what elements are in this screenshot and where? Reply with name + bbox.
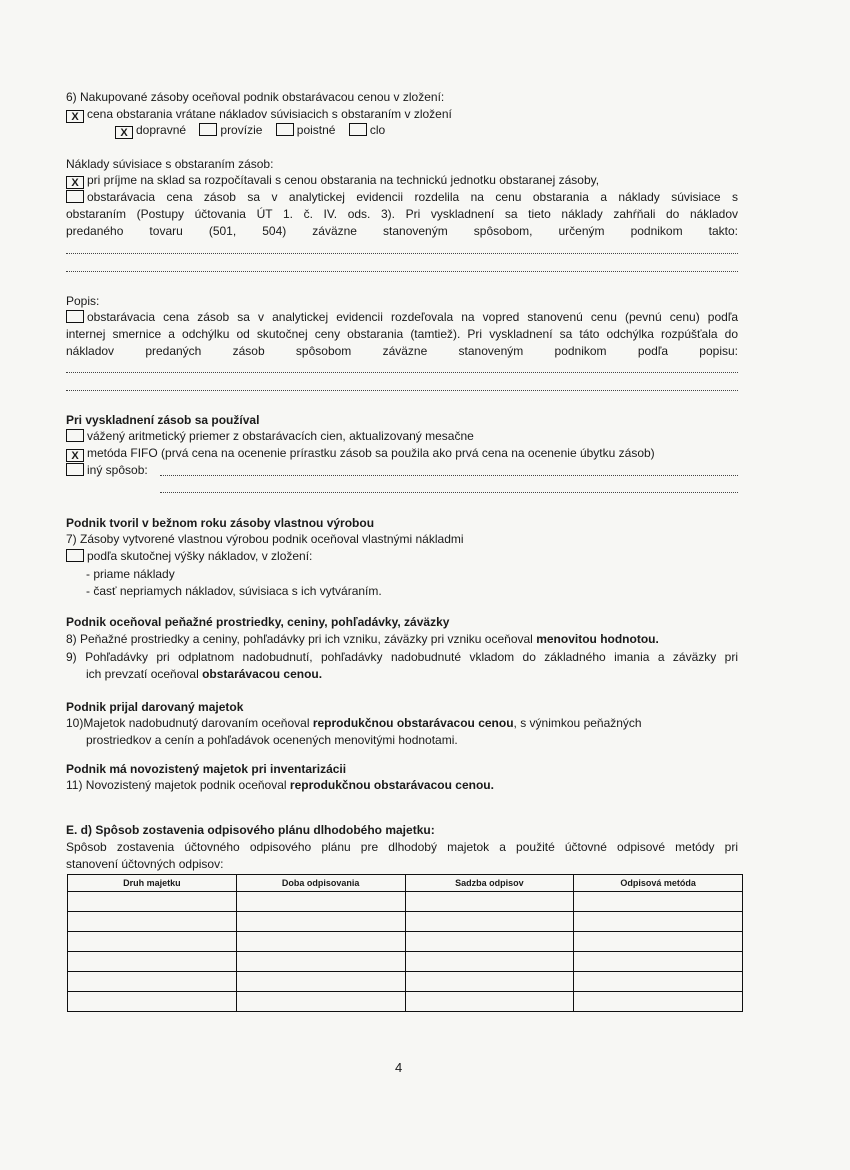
col-doba-odpisovania: Doba odpisovania xyxy=(236,875,405,892)
vysklad-heading: Pri vyskladnení zásob sa používal xyxy=(66,413,260,427)
table-cell[interactable] xyxy=(405,972,574,992)
s6-option-cena-label: cena obstarania vrátane nákladov súvisiacich s obstaraním v zložení xyxy=(87,107,452,121)
vyroba-sub-2: - časť nepriamych nákladov, súvisiaca s ich vytváraním. xyxy=(86,584,382,598)
darovany-item-10-line2: prostriedkov a cenín a pohľadávok ocenených menovitými hodnotami. xyxy=(86,733,458,747)
naklady-option-2 xyxy=(66,190,738,204)
checkbox-naklady-2[interactable] xyxy=(66,190,84,203)
naklady-option-2-line1: obstarávacia cena zásob sa v analytickej evidencii rozdelila na cenu obstarania a náklady súvisiace s xyxy=(87,190,738,204)
vyroba-option-label: podľa skutočnej výšky nákladov, v zložení: xyxy=(87,549,313,563)
table-cell[interactable] xyxy=(68,892,237,912)
naklady-option-2-line3: predaného tovaru (501, 504) záväzne stanoveným spôsobom, určeným podnikom takto: xyxy=(66,224,738,238)
penazne-item-8 xyxy=(66,632,738,646)
table-row xyxy=(68,972,743,992)
table-row xyxy=(68,892,743,912)
table-row xyxy=(68,952,743,972)
darovany-item-10-rest: , s výnimkou peňažných xyxy=(513,716,642,730)
naklady-option-3-line1: obstarávacia cena zásob sa v analytickej evidencii rozdeľovala na vopred stanovenú cenu (pevnú cenu) podľa xyxy=(87,310,738,324)
penazne-item-8-bold: menovitou hodnotou. xyxy=(536,632,659,646)
vyroba-sub-1: - priame náklady xyxy=(86,567,175,581)
penazne-item-8-text: 8) Peňažné prostriedky a ceniny, pohľadávky pri ich vzniku, záväzky pri vzniku oceňoval xyxy=(66,632,537,646)
naklady-option-3-line3: nákladov predaných zásob spôsobom záväzne stanoveným podnikom podľa popisu: xyxy=(66,344,738,358)
table-cell[interactable] xyxy=(405,952,574,972)
table-cell[interactable] xyxy=(68,972,237,992)
naklady-option-3 xyxy=(66,310,738,324)
checkbox-iny-sposob[interactable] xyxy=(66,463,84,476)
vysklad-option-2-label: metóda FIFO (prvá cena na ocenenie prírastku zásob sa použila ako prvá cena na ocenenie úbytku zásob) xyxy=(87,446,655,460)
label-dopravne: dopravné xyxy=(136,123,187,137)
dotted-line[interactable] xyxy=(66,372,738,373)
vysklad-option-2 xyxy=(66,446,738,462)
table-cell[interactable] xyxy=(574,952,743,972)
table-cell[interactable] xyxy=(405,892,574,912)
inventura-item-11-bold: reprodukčnou obstarávacou cenou. xyxy=(289,778,494,792)
darovany-heading: Podnik prijal darovaný majetok xyxy=(66,700,244,714)
dotted-line[interactable] xyxy=(66,253,738,254)
ed-line-1: Spôsob zostavenia účtovného odpisového plánu pre dlhodobý majetok a použité účtovné odpisové metódy pri xyxy=(66,840,738,854)
vysklad-option-3-label: iný spôsob: xyxy=(87,463,148,477)
darovany-item-10-bold: reprodukčnou obstarávacou cenou xyxy=(312,716,514,730)
table-row xyxy=(68,932,743,952)
naklady-heading: Náklady súvisiace s obstaraním zásob: xyxy=(66,157,274,171)
ed-heading: E. d) Spôsob zostavenia odpisového plánu dlhodobého majetku: xyxy=(66,823,435,837)
penazne-item-9-line2 xyxy=(86,667,758,681)
table-cell[interactable] xyxy=(236,992,405,1012)
table-header-row xyxy=(68,875,743,892)
vysklad-option-1-label: vážený aritmetický priemer z obstarávacích cien, aktualizovaný mesačne xyxy=(87,429,474,443)
table-row xyxy=(68,912,743,932)
checkbox-naklady-1[interactable]: X xyxy=(66,176,84,189)
col-druh-majetku: Druh majetku xyxy=(68,875,237,892)
table-cell[interactable] xyxy=(236,972,405,992)
checkbox-dopravne[interactable]: X xyxy=(115,126,133,139)
label-clo: clo xyxy=(369,123,386,137)
label-provizie: provízie xyxy=(220,123,263,137)
table-cell[interactable] xyxy=(574,992,743,1012)
vyroba-item-7: 7) Zásoby vytvorené vlastnou výrobou podnik oceňoval vlastnými nákladmi xyxy=(66,532,464,546)
checkbox-poistne[interactable] xyxy=(276,123,294,136)
col-sadzba-odpisov: Sadzba odpisov xyxy=(405,875,574,892)
table-cell[interactable] xyxy=(236,952,405,972)
table-cell[interactable] xyxy=(574,912,743,932)
naklady-option-2-line2: obstaraním (Postupy účtovania ÚT 1. č. IV. ods. 3). Pri vyskladnení sa tieto náklady zahŕňali do nákladov xyxy=(66,207,738,221)
table-cell[interactable] xyxy=(68,952,237,972)
label-poistne: poistné xyxy=(296,123,336,137)
table-cell[interactable] xyxy=(236,912,405,932)
table-cell[interactable] xyxy=(405,932,574,952)
vysklad-option-1 xyxy=(66,429,738,443)
inventura-heading: Podnik má novozistený majetok pri inventarizácii xyxy=(66,762,347,776)
depreciation-table xyxy=(67,874,743,1012)
table-cell[interactable] xyxy=(405,992,574,1012)
penazne-item-9-bold: obstarávacou cenou. xyxy=(202,667,323,681)
table-row xyxy=(68,992,743,1012)
vyroba-heading: Podnik tvoril v bežnom roku zásoby vlastnou výrobou xyxy=(66,516,375,530)
naklady-option-1-label: pri príjme na sklad sa rozpočítavali s cenou obstarania na technickú jednotku obstaranej zásoby, xyxy=(87,173,600,187)
inventura-item-11-text: 11) Novozistený majetok podnik oceňoval xyxy=(66,778,290,792)
col-odpisova-metoda: Odpisová metóda xyxy=(574,875,743,892)
s6-option-cena xyxy=(66,107,738,123)
table-cell[interactable] xyxy=(574,932,743,952)
ed-line-2: stanovení účtovných odpisov: xyxy=(66,857,224,871)
dotted-line[interactable] xyxy=(160,475,738,476)
table-cell[interactable] xyxy=(236,892,405,912)
dotted-line[interactable] xyxy=(66,271,738,272)
penazne-item-9-line1: 9) Pohľadávky pri odplatnom nadobudnutí, pohľadávky nadobudnuté vkladom do základného imania a záväzky pri xyxy=(66,650,738,664)
naklady-option-3-line2: internej smernice a odchýlku od skutočnej ceny obstarania (tamtiež). Pri vyskladnení sa táto odchýlka rozpúšťala do xyxy=(66,327,738,341)
checkbox-clo[interactable] xyxy=(349,123,367,136)
table-cell[interactable] xyxy=(574,892,743,912)
table-cell[interactable] xyxy=(68,912,237,932)
table-cell[interactable] xyxy=(236,932,405,952)
penazne-item-9-text: ich prevzatí oceňoval xyxy=(86,667,203,681)
checkbox-naklady-3[interactable] xyxy=(66,310,84,323)
naklady-option-1 xyxy=(66,173,738,189)
dotted-line[interactable] xyxy=(160,492,738,493)
table-cell[interactable] xyxy=(68,992,237,1012)
checkbox-cena[interactable]: X xyxy=(66,110,84,123)
s6-heading: 6) Nakupované zásoby oceňoval podnik obstarávacou cenou v zložení: xyxy=(66,90,445,104)
checkbox-skutocna-vyska[interactable] xyxy=(66,549,84,562)
popis-label: Popis: xyxy=(66,294,100,308)
checkbox-vazeny-priemer[interactable] xyxy=(66,429,84,442)
table-cell[interactable] xyxy=(405,912,574,932)
inventura-item-11 xyxy=(66,778,738,792)
darovany-item-10 xyxy=(66,716,738,730)
penazne-heading: Podnik oceňoval peňažné prostriedky, ceniny, pohľadávky, záväzky xyxy=(66,615,450,629)
table-cell[interactable] xyxy=(68,932,237,952)
checkbox-fifo[interactable]: X xyxy=(66,449,84,462)
darovany-item-10-text: 10)Majetok nadobudnutý darovaním oceňoval xyxy=(66,716,313,730)
page-number: 4 xyxy=(395,1060,403,1075)
s6-components xyxy=(115,123,395,139)
table-cell[interactable] xyxy=(574,972,743,992)
vyroba-option xyxy=(66,549,738,563)
dotted-line[interactable] xyxy=(66,390,738,391)
checkbox-provizie[interactable] xyxy=(199,123,217,136)
